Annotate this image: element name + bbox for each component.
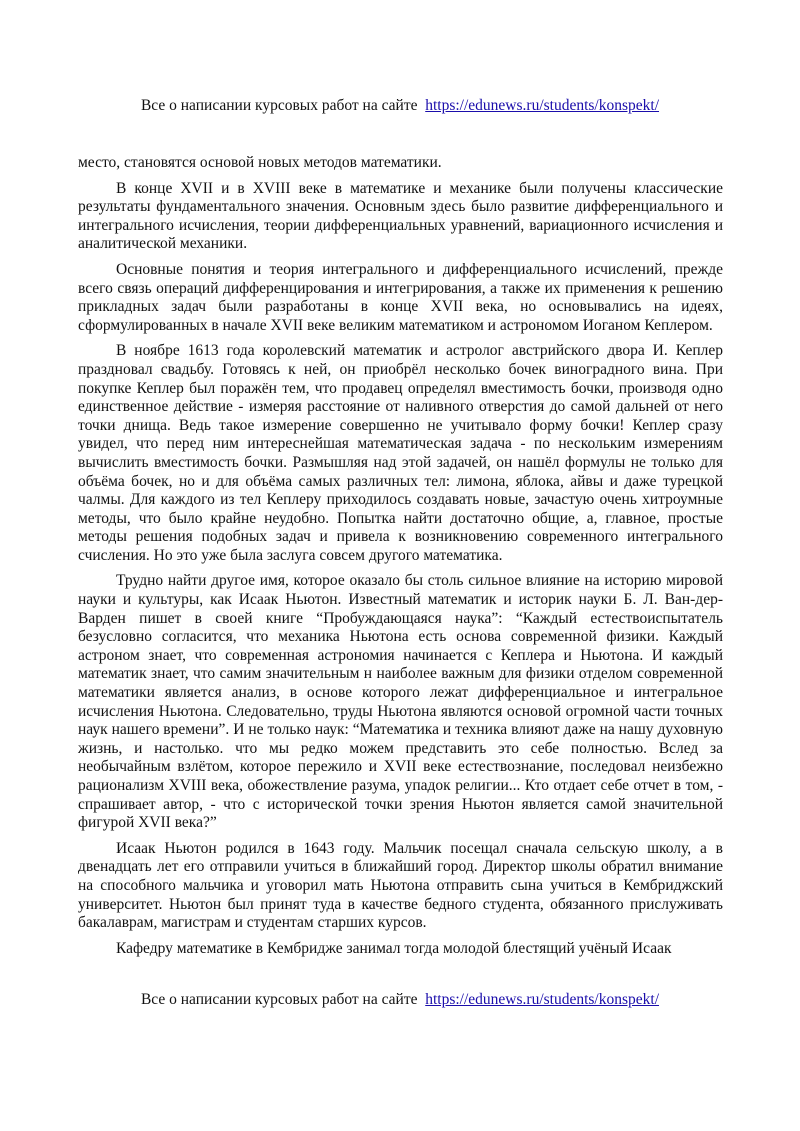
footer-link[interactable]: https://edunews.ru/students/konspekt/	[425, 991, 660, 1008]
page-footer	[0, 990, 800, 1010]
paragraph: Основные понятия и теория интегрального и дифференциального исчислений, прежде всего связь операций дифференцирования и интегрирования, а также их применения к решению прикладных задач были разработаны в конце XVII века, но основывались на идеях, сформулированных в начале XVII веке великим математиком и астрономом Иоганом Кеплером.	[78, 260, 723, 334]
paragraph: Исаак Ньютон родился в 1643 году. Мальчик посещал сначала сельскую школу, а в двенадцать лет его отправили учиться в ближайший город. Директор школы обратил внимание на способного мальчика и уговорил мать Ньютона отправить сына учиться в Кембриджский университет. Ньютон был принят туда в качестве бедного студента, обязанного прислуживать бакалаврам, магистрам и студентам старших курсов.	[78, 839, 723, 932]
page-header	[0, 96, 800, 116]
paragraph: Трудно найти другое имя, которое оказало бы столь сильное влияние на историю мировой науки и культуры, как Исаак Ньютон. Известный математик и историк науки Б. Л. Ван-дер-Варден пишет в своей книге “Пробуждающаяся наука”: “Каждый естествоиспытатель безусловно согласится, что механика Ньютона есть основа современной физики. Каждый астроном знает, что современная астрономия начинается с Кеплера и Ньютона. И каждый математик знает, что самим значительным н наиболее важным для физики отделом современной математики является анализ, в основе которого лежат дифференциальное и интегральное исчисления Ньютона. Следовательно, труды Ньютона являются основой огромной части точных наук нашего времени”. И не только наук: “Математика и техника влияют даже на нашу духовную жизнь, и настолько. что мы редко можем представить это себе полностью. Вслед за необычайным взлётом, которое пережило и XVII веке естествознание, последовал неизбежно рационализм XVIII века, обожествление разума, упадок религии... Кто отдает себе отчет в том, - спрашивает автор, - что с исторической точки зрения Ньютон является самой значительной фигурой XVII века?”	[78, 572, 723, 832]
header-link[interactable]: https://edunews.ru/students/konspekt/	[425, 97, 660, 114]
header-text: Все о написании курсовых работ на сайте	[140, 97, 418, 114]
paragraph: В конце XVII и в XVIII веке в математике и механике были получены классические результаты фундаментального значения. Основным здесь было развитие дифференциального и интегрального исчисления, теории дифференциальных уравнений, вариационного исчисления и аналитической механики.	[78, 179, 723, 253]
footer-text: Все о написании курсовых работ на сайте	[140, 991, 418, 1008]
paragraph: место, становятся основой новых методов математики.	[78, 154, 442, 171]
paragraph: В ноябре 1613 года королевский математик и астролог австрийского двора И. Кеплер праздновал свадьбу. Готовясь к ней, он приобрёл несколько бочек виноградного вина. При покупке Кеплер был поражён тем, что продавец определял вместимость бочки, производя одно единственное действие - измеряя расстояние от наливного отверстия до самой дальней от него точки днища. Ведь такое измерение совершенно не учитывало форму бочки! Кеплер сразу увидел, что перед ним интереснейшая математическая задача - по нескольким измерениям вычислить вместимость бочки. Размышляя над этой задачей, он нашёл формулы не только для объёма бочек, но и для объёма самых различных тел: лимона, яблока, айвы и даже турецкой чалмы. Для каждого из тел Кеплеру приходилось создавать новые, зачастую очень хитроумные методы, что было крайне неудобно. Попытка найти достаточно общие, а, главное, простые методы решения подобных задач и привела к возникновению современного интегрального счисления. Но это уже была заслуга совсем другого математика.	[78, 342, 723, 564]
document-body	[78, 154, 723, 965]
paragraph: Кафедру математике в Кембридже занимал тогда молодой блестящий учёный Исаак	[116, 939, 672, 957]
